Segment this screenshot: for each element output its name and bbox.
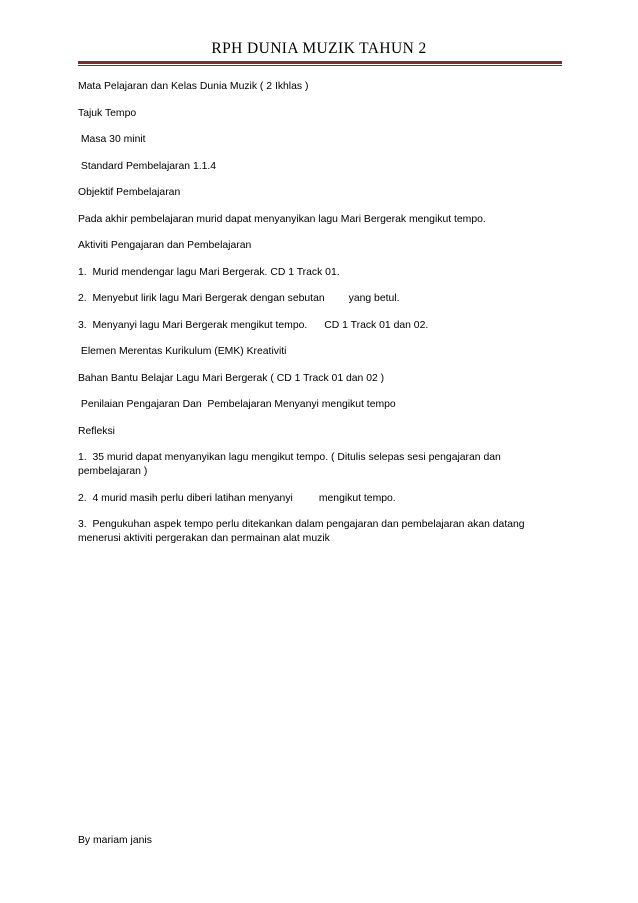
reflection-1-line-2: pembelajaran )	[78, 466, 148, 477]
page-footer-author: By mariam janis	[78, 835, 152, 846]
duration-line: Masa 30 minit	[78, 134, 146, 145]
activities-heading: Aktiviti Pengajaran dan Pembelajaran	[78, 240, 252, 251]
assessment-line: Penilaian Pengajaran Dan Pembelajaran Menyanyi mengikut tempo	[78, 399, 396, 410]
activity-1: 1. Murid mendengar lagu Mari Bergerak. CD 1 Track 01.	[78, 266, 340, 278]
activity-3-part-b: CD 1 Track 01 dan 02.	[324, 319, 429, 331]
activity-3	[78, 319, 562, 333]
standard-line: Standard Pembelajaran 1.1.4	[78, 160, 217, 172]
reflection-1-line-1: 1. 35 murid dapat menyanyikan lagu mengikut tempo. ( Ditulis selepas sesi pengajaran dan	[78, 452, 501, 463]
reflection-heading: Refleksi	[78, 425, 115, 437]
reflection-3-line-2: menerusi aktiviti pergerakan dan permainan alat muzik	[78, 533, 330, 544]
activity-2	[78, 292, 562, 306]
objective-heading: Objektif Pembelajaran	[78, 187, 181, 198]
document-body	[78, 80, 562, 559]
reflection-2	[78, 492, 562, 506]
header-rule-thick	[78, 61, 562, 64]
materials-line: Bahan Bantu Belajar Lagu Mari Bergerak ( CD 1 Track 01 dan 02 )	[78, 372, 385, 384]
reflection-2-part-b: mengikut tempo.	[318, 492, 396, 504]
topic-line: Tajuk Tempo	[78, 107, 137, 119]
activity-2-part-b: yang betul.	[348, 293, 400, 304]
emk-line: Elemen Merentas Kurikulum (EMK) Kreativiti	[78, 346, 287, 357]
header-rule-thin	[78, 65, 562, 66]
objective-text: Pada akhir pembelajaran murid dapat menyanyikan lagu Mari Bergerak mengikut tempo.	[78, 213, 486, 225]
reflection-1	[78, 451, 562, 479]
document-title: RPH DUNIA MUZIK TAHUN 2	[211, 40, 427, 57]
activity-3-part-a: 3. Menyanyi lagu Mari Bergerak mengikut tempo.	[78, 319, 308, 331]
subject-line: Mata Pelajaran dan Kelas Dunia Muzik ( 2 Ikhlas )	[78, 81, 309, 92]
reflection-2-part-a: 2. 4 murid masih perlu diberi latihan menyanyi	[78, 492, 293, 504]
reflection-3	[78, 518, 562, 546]
activity-2-part-a: 2. Menyebut lirik lagu Mari Bergerak dengan sebutan	[78, 293, 325, 304]
reflection-3-line-1: 3. Pengukuhan aspek tempo perlu ditekankan dalam pengajaran dan pembelajaran akan datang	[78, 519, 525, 530]
